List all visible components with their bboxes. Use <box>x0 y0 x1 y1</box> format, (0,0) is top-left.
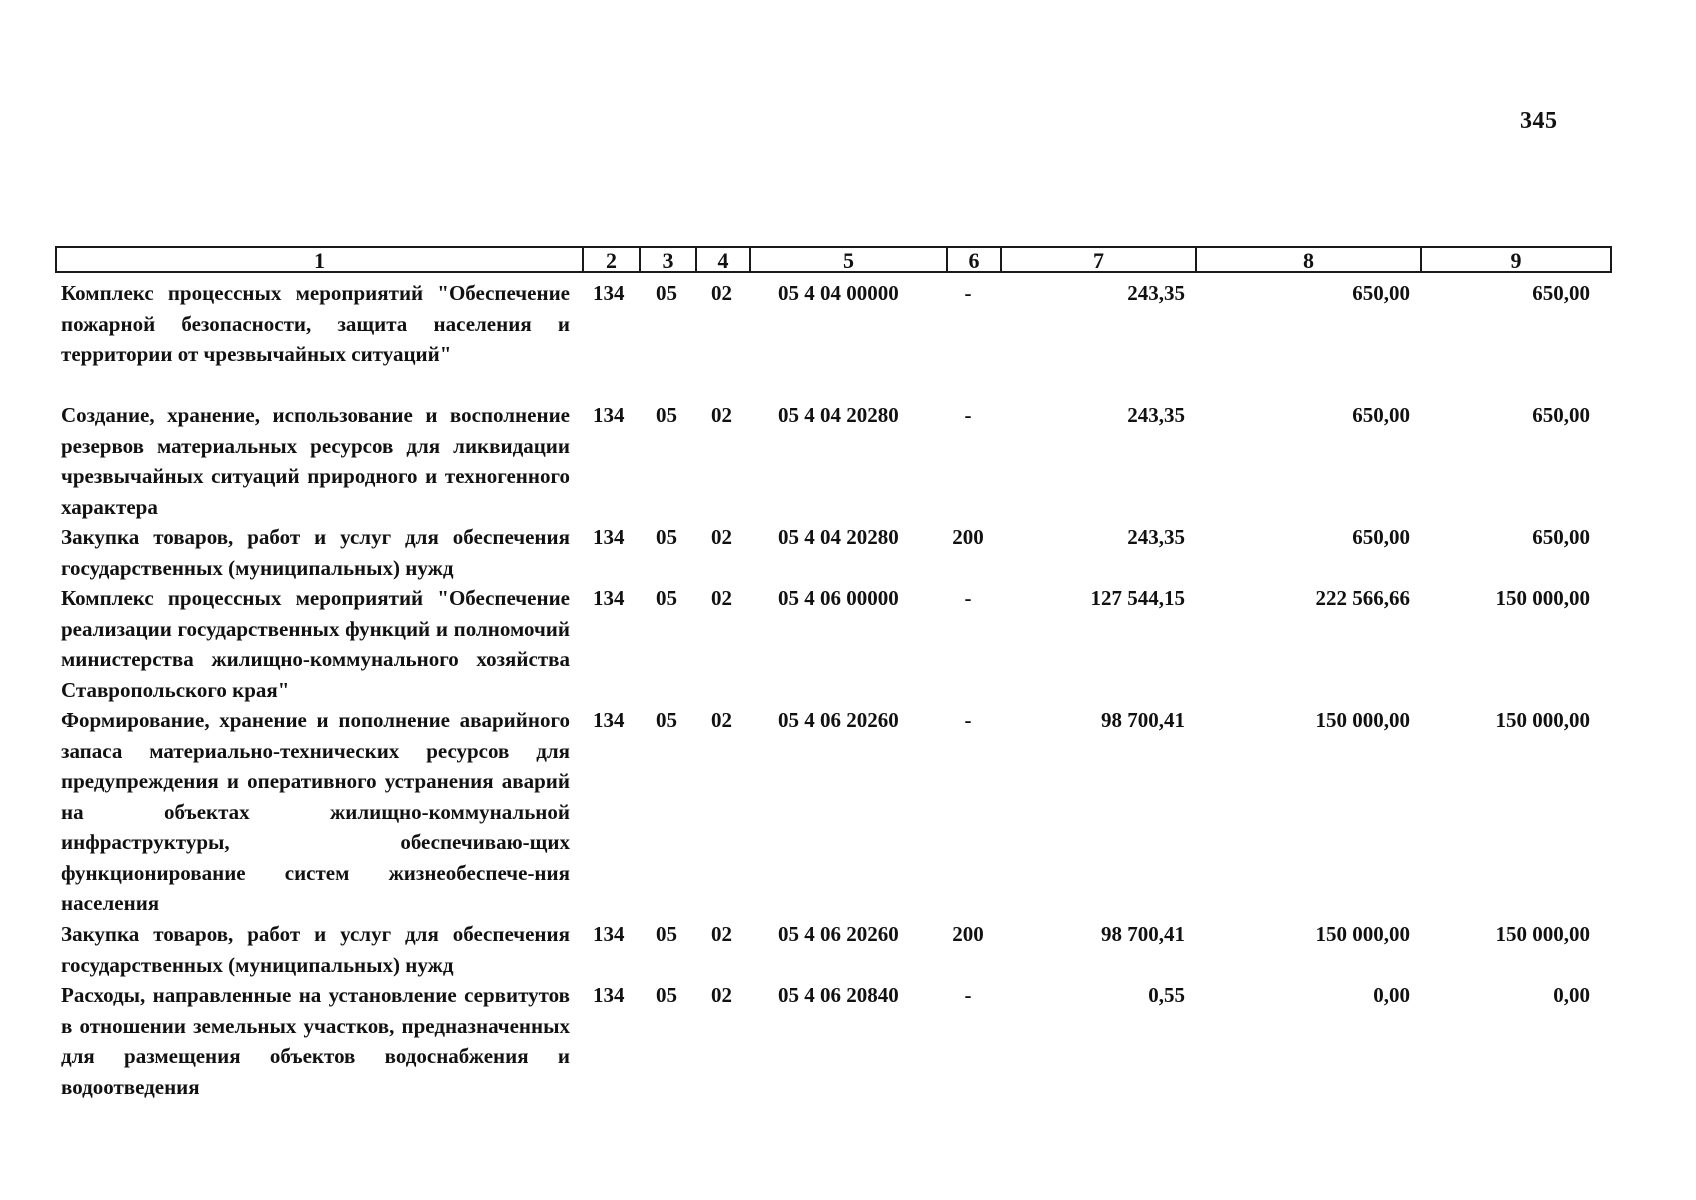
row-col-2: 134 <box>593 403 625 427</box>
row-col-9: 0,00 <box>1553 983 1590 1007</box>
row-col-3: 05 <box>656 586 677 610</box>
row-col-5: 05 4 06 20260 <box>778 922 899 946</box>
row-col-7: 98 700,41 <box>1101 708 1185 732</box>
row-col-3: 05 <box>656 983 677 1007</box>
row-name: Закупка товаров, работ и услуг для обеспечения государственных (муниципальных) нужд <box>61 922 570 977</box>
row-col-3: 05 <box>656 525 677 549</box>
row-col-2: 134 <box>593 525 625 549</box>
row-name: Расходы, направленные на установление сервитутов в отношении земельных участков, предназначенных для размещения объектов водоснабжения и водоотведения <box>61 983 570 1099</box>
row-col-9: 150 000,00 <box>1495 586 1590 610</box>
row-col-7: 243,35 <box>1127 525 1185 549</box>
row-col-8: 150 000,00 <box>1315 708 1410 732</box>
row-col-6: 200 <box>952 922 984 946</box>
row-col-4: 02 <box>711 922 732 946</box>
table-header-cell: 3 <box>641 248 697 271</box>
row-col-5: 05 4 04 00000 <box>778 281 899 305</box>
row-col-7: 98 700,41 <box>1101 922 1185 946</box>
row-col-5: 05 4 06 00000 <box>778 586 899 610</box>
row-col-7: 243,35 <box>1127 403 1185 427</box>
row-col-5: 05 4 04 20280 <box>778 403 899 427</box>
row-col-6: - <box>964 281 972 305</box>
row-col-9: 650,00 <box>1532 525 1590 549</box>
row-col-2: 134 <box>593 586 625 610</box>
table-header-cell: 6 <box>948 248 1002 271</box>
row-col-8: 650,00 <box>1352 281 1410 305</box>
row-col-9: 150 000,00 <box>1495 922 1590 946</box>
row-name: Формирование, хранение и пополнение аварийного запаса материально-технических ресурсов для предупреждения и оперативного устранения аварий на объектах жилищно-коммунальной инфраструктуры, обеспечиваю-щих функционирование систем жизнеобеспече-ния населения <box>61 708 570 915</box>
table-header-cell: 8 <box>1197 248 1422 271</box>
table-header-cell: 2 <box>584 248 641 271</box>
row-col-5: 05 4 06 20840 <box>778 983 899 1007</box>
row-col-4: 02 <box>711 281 732 305</box>
row-col-6: - <box>964 403 972 427</box>
row-col-8: 650,00 <box>1352 525 1410 549</box>
row-col-6: 200 <box>952 525 984 549</box>
row-col-9: 150 000,00 <box>1495 708 1590 732</box>
row-name: Создание, хранение, использование и восполнение резервов материальных ресурсов для ликвидации чрезвычайных ситуаций природного и техногенного характера <box>61 403 570 519</box>
row-col-6: - <box>964 586 972 610</box>
row-col-3: 05 <box>656 281 677 305</box>
row-col-3: 05 <box>656 403 677 427</box>
row-col-4: 02 <box>711 983 732 1007</box>
row-col-8: 222 566,66 <box>1315 586 1410 610</box>
row-col-4: 02 <box>711 708 732 732</box>
row-col-2: 134 <box>593 708 625 732</box>
row-col-8: 650,00 <box>1352 403 1410 427</box>
row-col-2: 134 <box>593 922 625 946</box>
table-header-cell: 4 <box>697 248 751 271</box>
table-header-cell: 1 <box>57 248 584 271</box>
row-col-9: 650,00 <box>1532 403 1590 427</box>
row-col-7: 127 544,15 <box>1090 586 1185 610</box>
row-col-2: 134 <box>593 983 625 1007</box>
row-col-4: 02 <box>711 525 732 549</box>
row-name: Закупка товаров, работ и услуг для обеспечения государственных (муниципальных) нужд <box>61 525 570 580</box>
table-header-row <box>55 246 1612 273</box>
row-name: Комплекс процессных мероприятий "Обеспечение реализации государственных функций и полномочий министерства жилищно-коммунального хозяйства Ставропольского края" <box>61 586 570 702</box>
row-col-4: 02 <box>711 586 732 610</box>
row-col-5: 05 4 06 20260 <box>778 708 899 732</box>
table-header-cell: 9 <box>1510 248 1522 273</box>
row-col-7: 0,55 <box>1148 983 1185 1007</box>
row-col-7: 243,35 <box>1127 281 1185 305</box>
row-col-6: - <box>964 708 972 732</box>
row-col-4: 02 <box>711 403 732 427</box>
row-col-8: 0,00 <box>1373 983 1410 1007</box>
row-col-2: 134 <box>593 281 625 305</box>
table-header-cell: 5 <box>751 248 948 271</box>
row-col-6: - <box>964 983 972 1007</box>
row-col-3: 05 <box>656 708 677 732</box>
row-name: Комплекс процессных мероприятий "Обеспечение пожарной безопасности, защита населения и территории от чрезвычайных ситуаций" <box>61 281 570 366</box>
row-col-3: 05 <box>656 922 677 946</box>
row-col-8: 150 000,00 <box>1315 922 1410 946</box>
page-number: 345 <box>1520 108 1558 134</box>
row-col-5: 05 4 04 20280 <box>778 525 899 549</box>
row-col-9: 650,00 <box>1532 281 1590 305</box>
table-header-cell: 7 <box>1002 248 1197 271</box>
